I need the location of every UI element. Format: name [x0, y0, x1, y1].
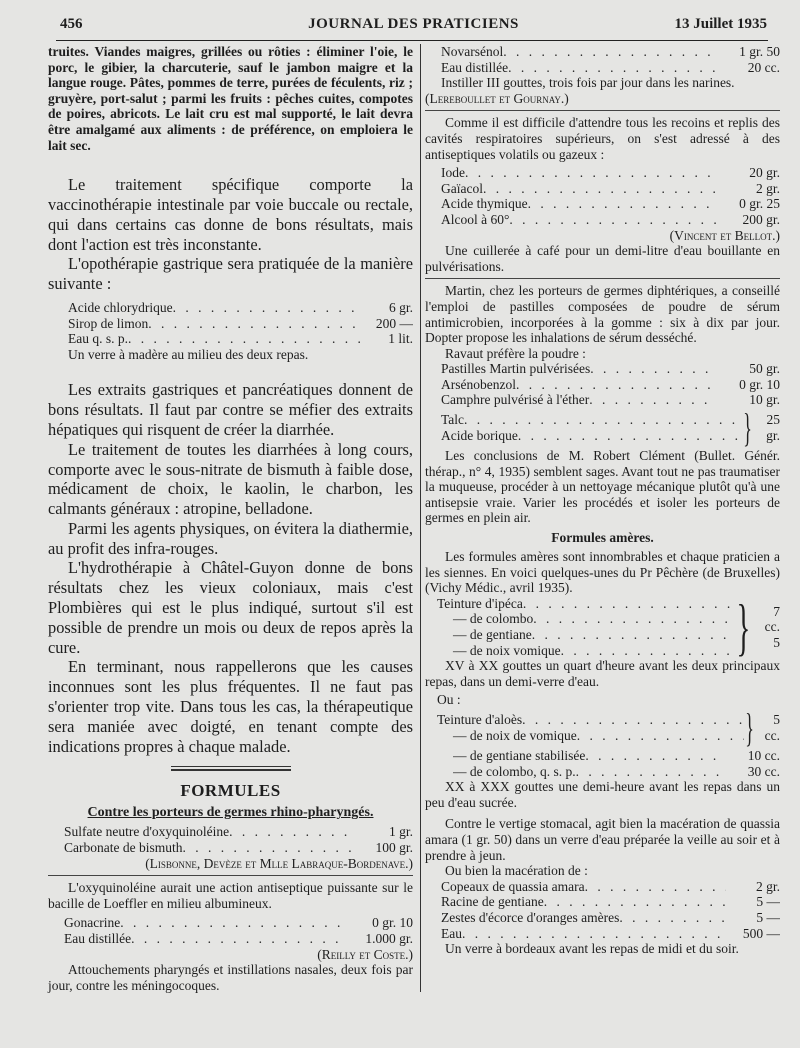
recipe-list — [425, 44, 780, 91]
recipe-line: Copeaux de quassia amara . . . 2 gr. — [441, 879, 780, 895]
recipe-note: Un verre à madère au milieu des deux repas. — [68, 346, 309, 362]
paragraph: Attouchements pharyngés et instillations nasales, deux fois par jour, contre les méningocoques. — [48, 962, 413, 993]
recipe-line: — de gentiane stabilisée . . . 10 cc. — [453, 748, 780, 764]
recipe-list — [425, 879, 780, 941]
paragraph: Le traitement de toutes les diarrhées à long cours, comporte avec le sous-nitrate de bismuth à faible dose, médicament de choix, le kaolin, le charbon, les calmants généraux : atropine, belladone. — [48, 439, 413, 519]
separator — [425, 110, 780, 111]
bracket-group — [441, 405, 780, 451]
right-column — [425, 44, 780, 957]
paragraph: XV à XX gouttes un quart d'heure avant les deux principaux repas, dans un demi-verre d'eau. — [425, 658, 780, 689]
recipe-list — [425, 165, 780, 227]
recipe-line: Alcool à 60° . . . 200 gr. — [441, 212, 780, 228]
paragraph: Ou bien la macération de : — [445, 863, 588, 879]
recipe-line: Eau . . . 500 — — [441, 926, 780, 942]
recipe-line: Racine de gentiane . . . 5 — — [441, 894, 780, 910]
recipe-line: Talc . . . — [441, 412, 742, 428]
recipe-list — [48, 824, 413, 855]
paragraph: Martin, chez les porteurs de germes diphtériques, a conseillé l'emploi de pastilles composées de poudre de sérum antimicrobien, incorporées à la gomme : six à dix par jour. Dopter propose les inhalations de sérum desséché. — [425, 283, 780, 346]
group-quantity: 5 cc. — [764, 712, 780, 743]
bracket-group — [425, 591, 780, 662]
reference: (Vincent et Bellot.) — [669, 227, 780, 243]
alternative-label: Ou : — [437, 692, 461, 708]
recipe-list — [425, 361, 780, 451]
brace-glyph: } — [736, 591, 751, 662]
brace-glyph: } — [744, 704, 754, 750]
recipe-line: Sirop de limon . . . 200 — — [68, 316, 413, 332]
recipe-line: Iode . . . 20 gr. — [441, 165, 780, 181]
brace-glyph: } — [742, 405, 752, 451]
recipe-note: Instiller III gouttes, trois fois par jour dans les narines. — [441, 75, 735, 91]
bracket-group — [425, 704, 780, 750]
recipe-line: Eau distillée . . . 1.000 gr. — [64, 931, 413, 947]
group-quantity: 7 cc. 5 — [764, 603, 780, 650]
paragraph: Un verre à bordeaux avant les repas de midi et du soir. — [445, 941, 739, 957]
recipe-line: Gaïacol . . . 2 gr. — [441, 181, 780, 197]
paragraph: L'hydrothérapie à Châtel-Guyon donne de bons résultats chez les vieux coloniaux, mais c'est Plombières qui est le plus indiqué, surtout s'il est possible de prendre un mois ou deux de repos après la cure. — [48, 558, 413, 657]
recipe-line: Eau q. s. p. . . . 1 lit. — [68, 331, 413, 347]
subsection-heading: Contre les porteurs de germes rhino-pharyngés. — [87, 805, 374, 821]
separator — [425, 278, 780, 279]
recipe-line: Zestes d'écorce d'oranges amères . . . 5 — — [441, 910, 780, 926]
recipe-list — [48, 300, 413, 362]
recipe-list — [425, 748, 780, 779]
paragraph: Le traitement spécifique comporte la vaccinothérapie intestinale par voie buccale ou rectale, qui dans certains cas donne de bons résultats, mais dont l'action est très inconstante. — [48, 175, 413, 254]
paragraph: En terminant, nous rappellerons que les causes inconnues sont les plus fréquentes. Il ne faut pas s'orienter trop vite. Dans tous les cas, la thérapeutique sera maniée avec doigté, en tenant compte des indications propres à chaque malade. — [48, 657, 413, 756]
recipe-line: Pastilles Martin pulvérisées . . . 50 gr. — [441, 361, 780, 377]
recipe-line: Gonacrine . . . 0 gr. 10 — [64, 915, 413, 931]
recipe-line: Sulfate neutre d'oxyquinoléine . . . 1 gr. — [64, 824, 413, 840]
page-header — [60, 14, 767, 38]
paragraph: L'opothérapie gastrique sera pratiquée de la manière suivante : — [48, 254, 413, 294]
left-column — [48, 44, 413, 993]
recipe-line: — de gentiane . . . — [437, 627, 732, 643]
recipe-line: Camphre pulvérisé à l'éther . . . 10 gr. — [441, 392, 780, 408]
ornament-rule — [171, 766, 291, 767]
paragraph: XX à XXX gouttes une demi-heure avant les repas dans un peu d'eau sucrée. — [425, 779, 780, 810]
recipe-line: Arsénobenzol . . . 0 gr. 10 — [441, 377, 780, 393]
column-divider — [420, 44, 421, 992]
intro-paragraph: truites. Viandes maigres, grillées ou rôties : éliminer l'oie, le porc, le gibier, la charcuterie, sauf le jambon maigre et la langue rouge. Pâtes, pommes de terre, purées de féculents, riz ; gruyère, port-salut ; parmi les fruits : pêches cuites, compotes de poires, abricots. Le lait cru est mal supporté, le lait devra être amalgamé aux aliments : de préférence, on emploiera le lait sec. — [48, 44, 413, 153]
paragraph: Contre le vertige stomacal, agit bien la macération de quassia amara (1 gr. 50) dans un verre d'eau préparée la veille au soir et à prendre à jeun. — [425, 816, 780, 863]
recipe-line: Eau distillée . . . 20 cc. — [441, 60, 780, 76]
paragraph: Les conclusions de M. Robert Clément (Bullet. Génér. thérap., n° 4, 1935) semblent sages. Avant tout ne pas traumatiser la muqueuse, procéder à un nettoyage mécanique plutôt qu'à une antisepsie vraie. Varier les procédés et isoler les porteurs de germes en plein air. — [425, 448, 780, 526]
recipe-line: — de noix vomique . . . — [437, 643, 732, 659]
recipe-line: Acide thymique . . . 0 gr. 25 — [441, 196, 780, 212]
paragraph: Une cuillerée à café pour un demi-litre d'eau bouillante en pulvérisations. — [425, 243, 780, 274]
recipe-line: — de noix de vomique . . . — [437, 728, 744, 744]
recipe-line: — de colombo, q. s. p. . . . 30 cc. — [453, 764, 780, 780]
paragraph: Ravaut préfère la poudre : — [445, 345, 586, 361]
recipe-list — [48, 915, 413, 946]
reference: (Lisbonne, Devèze et Mlle Labraque-Bordenave.) — [145, 855, 413, 871]
recipe-line: Acide borique . . . — [441, 428, 742, 444]
paragraph: Parmi les agents physiques, on évitera la diathermie, au profit des infra-rouges. — [48, 518, 413, 558]
paragraph: Les formules amères sont innombrables et chaque praticien a les siennes. En voici quelques-unes du Pr Pêchère (de Bruxelles) (Vichy Médic., avril 1935). — [425, 549, 780, 596]
paragraph: Comme il est difficile d'attendre tous les recoins et replis des cavités respiratoires supérieurs, on s'est adressé à des antiseptiques volatils ou gazeux : — [425, 115, 780, 162]
separator — [48, 875, 413, 876]
reference: (Reilly et Coste.) — [317, 946, 413, 962]
recipe-line: — de colombo . . . — [437, 611, 732, 627]
subsection-heading: Formules amères. — [551, 530, 654, 546]
recipe-line: Acide chlorydrique . . . 6 gr. — [68, 300, 413, 316]
reference: (Lereboullet et Gournay.) — [425, 90, 569, 106]
section-heading: FORMULES — [180, 781, 281, 801]
journal-title: JOURNAL DES PRATICIENS — [308, 16, 519, 32]
ornament-rule — [171, 769, 291, 771]
paragraph: Les extraits gastriques et pancréatiques donnent de bons résultats. Il faut par contre se méfier des extraits hépatiques qui risquent de créer la diarrhée. — [48, 380, 413, 439]
recipe-line: Teinture d'aloès . . . — [437, 712, 744, 728]
page-number: 456 — [60, 16, 83, 32]
header-rule — [56, 40, 768, 41]
group-quantity: 25 gr. — [766, 412, 780, 444]
recipe-line: Novarsénol . . . 1 gr. 50 — [441, 44, 780, 60]
issue-date: 13 Juillet 1935 — [674, 16, 767, 32]
recipe-line: Carbonate de bismuth . . . 100 gr. — [64, 840, 413, 856]
paragraph: L'oxyquinoléine aurait une action antiseptique puissante sur le bacille de Loeffler en milieu albumineux. — [48, 880, 413, 911]
recipe-line: Teinture d'ipéca . . . — [437, 596, 732, 612]
